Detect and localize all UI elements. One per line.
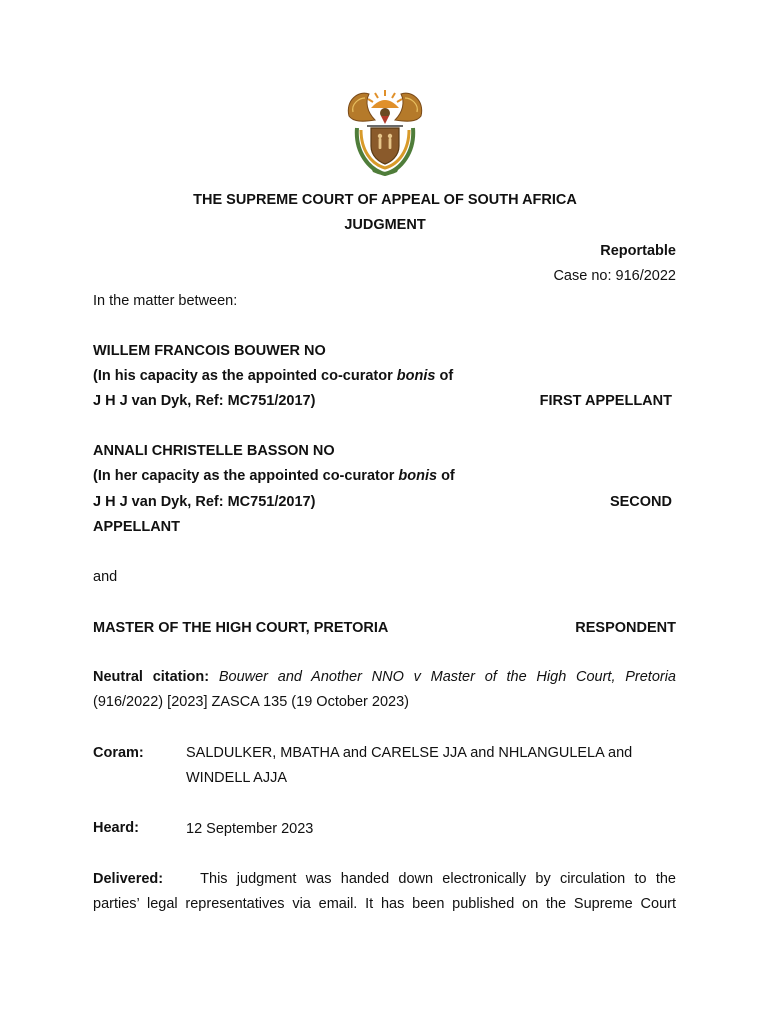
- first-appellant-capacity: (In his capacity as the appointed co-curator bonis of: [93, 368, 454, 384]
- second-appellant-role: SECOND: [609, 494, 672, 510]
- heard-date: 12 September 2023: [186, 821, 314, 837]
- and-connector: and: [93, 569, 118, 585]
- second-appellant-name: ANNALI CHRISTELLE BASSON NO: [93, 443, 335, 459]
- first-appellant-role: FIRST APPELLANT: [539, 393, 672, 409]
- second-appellant-capacity: (In her capacity as the appointed co-curator bonis of: [93, 468, 455, 484]
- heard-label: Heard:: [93, 820, 139, 836]
- case-number: Case no: 916/2022: [553, 268, 676, 284]
- first-appellant-name: WILLEM FRANCOIS BOUWER NO: [93, 343, 326, 359]
- first-appellant-ref: J H J van Dyk, Ref: MC751/2017): [93, 393, 316, 409]
- delivered-line2: parties’ legal representatives via email. It has been published on the Supreme Court: [93, 896, 676, 912]
- respondent-role: RESPONDENT: [575, 620, 676, 636]
- coram-label: Coram:: [93, 745, 144, 761]
- document-type: JUDGMENT: [344, 217, 426, 233]
- reportable-label: Reportable: [600, 243, 676, 259]
- neutral-citation: Neutral citation: Bouwer and Another NNO v Master of the High Court, Pretoria (916/2022) [2023] ZASCA 135 (19 October 2023): [93, 669, 676, 710]
- second-appellant-role-cont: APPELLANT: [93, 519, 180, 535]
- second-appellant-ref: J H J van Dyk, Ref: MC751/2017): [93, 494, 316, 510]
- court-name: THE SUPREME COURT OF APPEAL OF SOUTH AFRICA: [193, 192, 577, 208]
- matter-intro: In the matter between:: [93, 293, 238, 309]
- delivered-line1: Delivered: This judgment was handed down electronically by circulation to the: [93, 871, 676, 887]
- respondent-name: MASTER OF THE HIGH COURT, PRETORIA: [93, 620, 389, 636]
- coram-value: SALDULKER, MBATHA and CARELSE JJA and NHLANGULELA and WINDELL AJJA: [186, 745, 633, 786]
- coat-of-arms-icon: [341, 86, 429, 178]
